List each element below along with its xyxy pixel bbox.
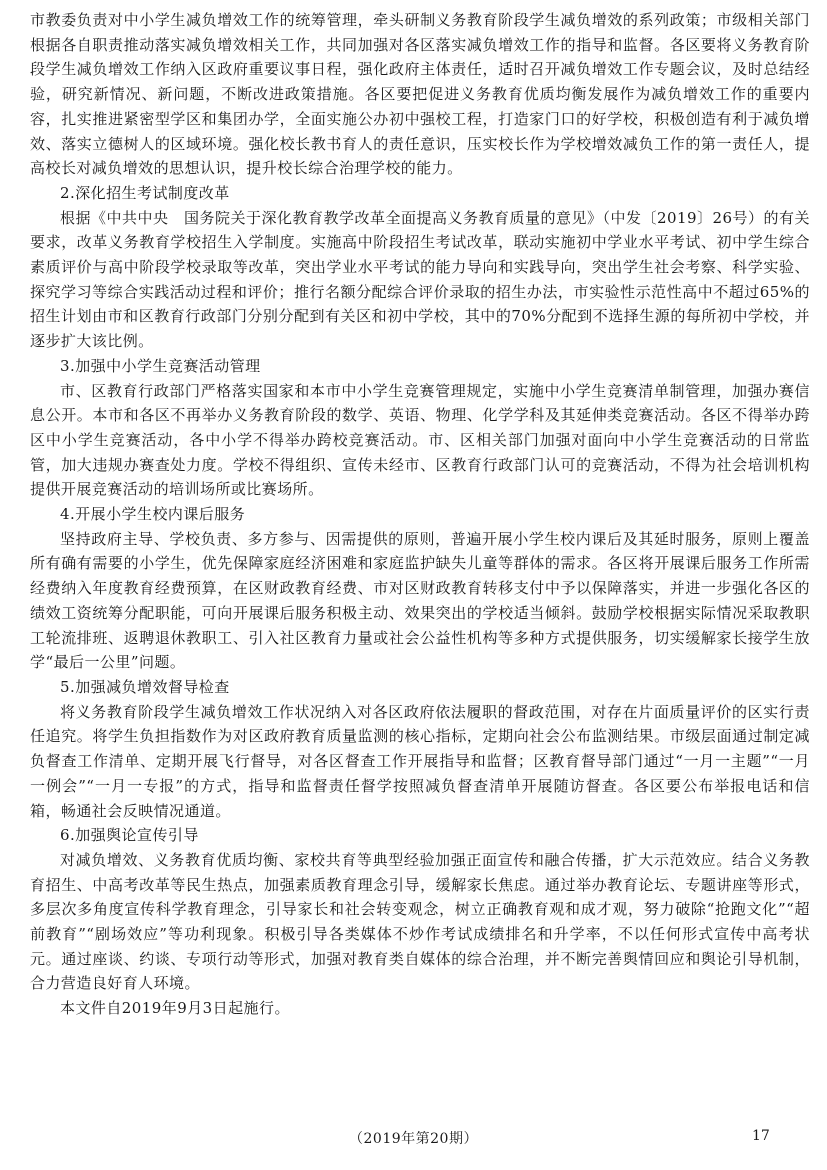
section-heading: 6.加强舆论宣传引导 xyxy=(60,826,199,845)
body-paragraph: 对减负增效、义务教育优质均衡、家校共育等典型经验加强正面宣传和融合传播，扩大示范效应。结合义务教育招生、中高考改革等民生热点，加强素质教育理念引导，缓解家长焦虑。通过举办教育论坛、专题讲座等形式，多层次多角度宣传科学教育理念，引导家长和社会转变观念，树立正确教育观和成才观，努力破除“抢跑文化”“超前教育”“剧场效应”等功利现象。积极引导各类媒体不炒作考试成绩排名和升学率，不以任何形式宣传中高考状元。通过座谈、约谈、专项行动等形式，加强对教育类自媒体的综合治理，并不断完善舆情回应和舆论引导机制，合力营造良好育人环境。 xyxy=(30,850,810,993)
body-paragraph: 市教委负责对中小学生减负增效工作的统筹管理，牵头研制义务教育阶段学生减负增效的系列政策；市级相关部门根据各自职责推动落实减负增效相关工作，共同加强对各区落实减负增效工作的指导和监督。各区要将义务教育阶段学生减负增效工作纳入区政府重要议事日程，强化政府主体责任，适时召开减负增效工作专题会议，及时总结经验，研究新情况、新问题，不断改进政策措施。各区要把促进义务教育优质均衡发展作为减负增效工作的重要内容，扎实推进紧密型学区和集团办学，全面实施公办初中强校工程，打造家门口的好学校，积极创造有利于减负增效、落实立德树人的区域环境。强化校长教书育人的责任意识，压实校长作为学校增效减负工作的第一责任人，提高校长对减负增效的思想认识，提升校长综合治理学校的能力。 xyxy=(30,11,810,178)
section-heading: 5.加强减负增效督导检查 xyxy=(60,677,230,696)
section-heading: 3.加强中小学生竞赛活动管理 xyxy=(60,356,261,375)
section-heading: 4.开展小学生校内课后服务 xyxy=(60,505,246,524)
body-paragraph: 本文件自2019年9月3日起施行。 xyxy=(60,999,290,1018)
page-number: 17 xyxy=(752,1128,770,1144)
body-paragraph: 市、区教育行政部门严格落实国家和本市中小学生竞赛管理规定，实施中小学生竞赛清单制管理，加强办赛信息公开。本市和各区不再举办义务教育阶段的数学、英语、物理、化学学科及其延伸类竞赛活动。各区不得举办跨区中小学生竞赛活动，各中小学不得举办跨校竞赛活动。市、区相关部门加强对面向中小学生竞赛活动的日常监管，加大违规办赛查处力度。学校不得组织、宣传未经市、区教育行政部门认可的竞赛活动，不得为社会培训机构提供开展竞赛活动的培训场所或比赛场所。 xyxy=(30,381,810,499)
body-paragraph: 将义务教育阶段学生减负增效工作状况纳入对各区政府依法履职的督政范围，对存在片面质量评价的区实行责任追究。将学生负担指数作为对区政府教育质量监测的核心指标，定期向社会公布监测结果。市级层面通过制定减负督查工作清单、定期开展飞行督导，对各区督查工作开展指导和监督；区教育督导部门通过“一月一主题”“一月一例会”“一月一专报”的方式，指导和监督责任督学按照减负督查清单开展随访督查。各区要公布举报电话和信箱，畅通社会反映情况通道。 xyxy=(30,702,810,820)
footer-issue-label: （2019年第20期） xyxy=(349,1131,478,1147)
body-paragraph: 根据《中共中央 国务院关于深化教育教学改革全面提高义务教育质量的意见》（中发〔2019〕26号）的有关要求，改革义务教育学校招生入学制度。实施高中阶段招生考试改革，联动实施初中学业水平考试、初中学生综合素质评价与高中阶段学校录取等改革，突出学业水平考试的能力导向和实践导向，突出学生社会考察、科学实验、探究学习等综合实践活动过程和评价；推行名额分配综合评价录取的招生办法，市实验性示范性高中不超过65%的招生计划由市和区教育行政部门分别分配到有关区和初中学校，其中的70%分配到不选择生源的每所初中学校，并逐步扩大该比例。 xyxy=(30,208,810,351)
document-body xyxy=(30,8,810,1118)
section-heading: 2.深化招生考试制度改革 xyxy=(60,183,230,202)
body-paragraph: 坚持政府主导、学校负责、多方参与、因需提供的原则，普遍开展小学生校内课后及其延时服务，原则上覆盖所有确有需要的小学生，优先保障家庭经济困难和家庭监护缺失儿童等群体的需求。各区将开展课后服务工作所需经费纳入年度教育经费预算，在区财政教育经费、市对区财政教育转移支付中予以保障落实，并进一步强化各区的绩效工资统筹分配职能，可向开展课后服务积极主动、效果突出的学校适当倾斜。鼓励学校根据实际情况采取教职工轮流排班、返聘退休教职工、引入社区教育力量或社会公益性机构等多种方式提供服务，切实缓解家长接学生放学“最后一公里”问题。 xyxy=(30,529,810,672)
